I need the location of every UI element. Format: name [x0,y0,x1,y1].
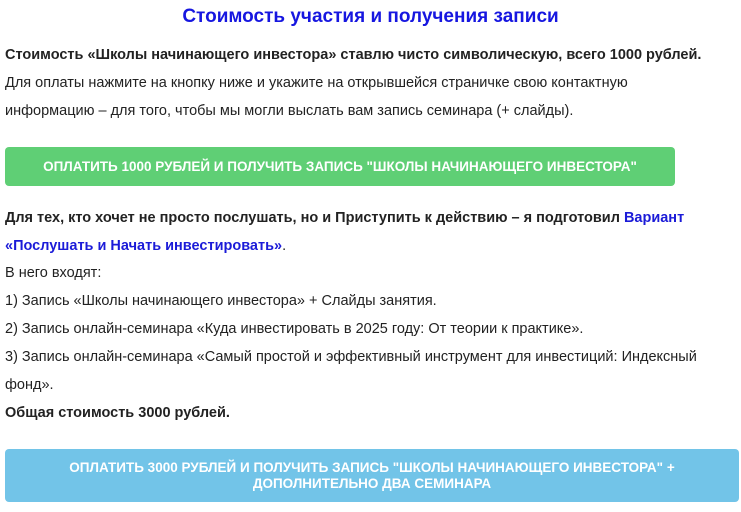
pay-3000-button[interactable] [5,449,739,502]
include-item-3-line-2: фонд». [5,377,54,393]
payment-instructions-line-2: информацию – для того, чтобы мы могли выслать вам запись семинара (+ слайды). [5,103,574,119]
pay-3000-button-line-1: ОПЛАТИТЬ 3000 РУБЛЕЙ И ПОЛУЧИТЬ ЗАПИСЬ "ШКОЛЫ НАЧИНАЮЩЕГО ИНВЕСТОРА" + [69,460,675,475]
include-item-2: 2) Запись онлайн-семинара «Куда инвестировать в 2025 году: От теории к практике». [5,321,584,337]
offer-intro-line-1 [5,204,737,232]
include-item-3-line-1: 3) Запись онлайн-семинара «Самый простой и эффективный инструмент для инвестиций: Индексный [5,349,697,365]
variant-link-word[interactable]: Вариант [623,210,685,226]
variant-name-link[interactable]: «Послушать и Начать инвестировать» [5,238,283,254]
offer-intro-line-2 [5,232,737,260]
section-heading: Стоимость участия и получения записи [182,6,559,27]
offer-intro-text: Для тех, кто хочет не просто послушать, но и Приступить к действию – я подготовил [5,210,620,226]
pay-3000-button-line-2: ДОПОЛНИТЕЛЬНО ДВА СЕМИНАРА [252,476,492,491]
pay-1000-button[interactable]: ОПЛАТИТЬ 1000 РУБЛЕЙ И ПОЛУЧИТЬ ЗАПИСЬ "ШКОЛЫ НАЧИНАЮЩЕГО ИНВЕСТОРА" [5,147,675,186]
includes-label: В него входят: [5,265,102,281]
payment-instructions-line-1: Для оплаты нажмите на кнопку ниже и укажите на открывшейся страничке свою контактную [5,75,628,91]
period-text: . [282,238,287,254]
total-price: Общая стоимость 3000 рублей. [5,405,230,421]
price-statement: Стоимость «Школы начинающего инвестора» ставлю чисто символическую, всего 1000 рублей. [5,47,702,63]
include-item-1: 1) Запись «Школы начинающего инвестора» + Слайды занятия. [5,293,437,309]
